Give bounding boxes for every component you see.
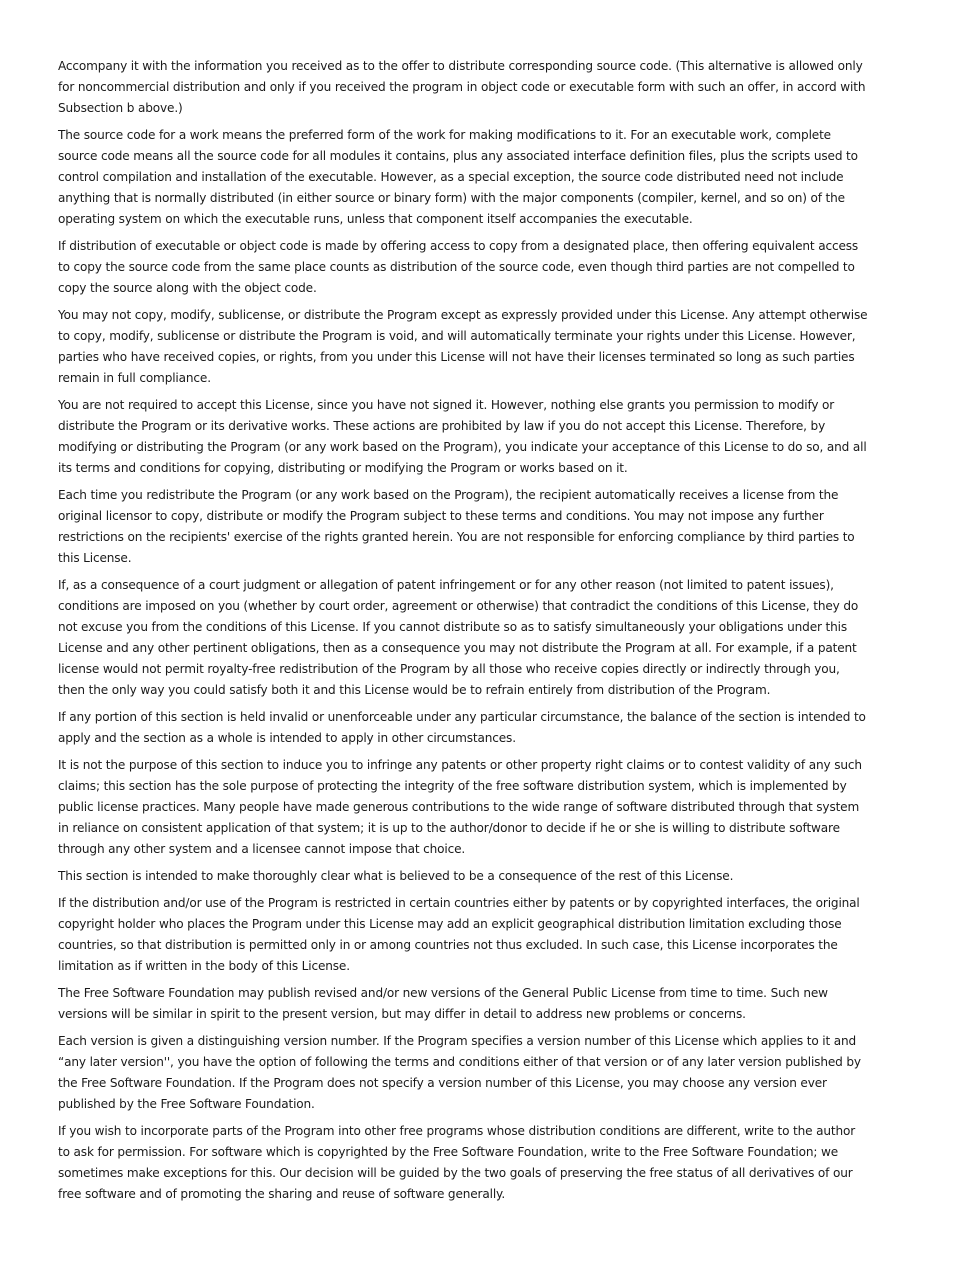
paragraph-patent-purpose: It is not the purpose of this section to induce you to infringe any patents or other property right claims or to contest validity of any such claims; this section has the sole purpose of protecting the integrity of the free software distribution system, which is implemented by public license practices. Many people have made generous contributions to the wide range of software distributed through that system in reliance on consistent application of that system; it is up to the author/donor to decide if he or she is willing to distribute software through any other system and a licensee cannot impose that choice.: [58, 758, 862, 856]
paragraph-termination: You may not copy, modify, sublicense, or distribute the Program except as expressly provided under this License. Any attempt otherwise to copy, modify, sublicense or distribute the Program is void, and will automatically terminate your rights under this License. However, parties who have received copies, or rights, from you under this License will not have their licenses terminated so long as such parties remain in full compliance.: [58, 308, 868, 385]
paragraph-revised-versions: The Free Software Foundation may publish revised and/or new versions of the General Public License from time to time. Such new versions will be similar in spirit to the present version, but may differ in detail to address new problems or concerns.: [58, 986, 828, 1021]
paragraph-version-number: Each version is given a distinguishing version number. If the Program specifies a version number of this License which applies to it and “any later version'', you have the option of following the terms and conditions either of that version or of any later version published by the Free Software Foundation. If the Program does not specify a version number of this License, you may choose any version ever published by the Free Software Foundation.: [58, 1034, 861, 1111]
license-document: [58, 56, 870, 1211]
paragraph-geographical-limitation: If the distribution and/or use of the Program is restricted in certain countries either by patents or by copyrighted interfaces, the original copyright holder who places the Program under this License may add an explicit geographical distribution limitation excluding those countries, so that distribution is permitted only in or among countries not thus excluded. In such case, this License incorporates the limitation as if written in the body of this License.: [58, 896, 860, 973]
paragraph-section-intent: This section is intended to make thoroughly clear what is believed to be a consequence of the rest of this License.: [58, 869, 734, 883]
paragraph-severability: If any portion of this section is held invalid or unenforceable under any particular circumstance, the balance of the section is intended to apply and the section as a whole is intended to apply in other circumstances.: [58, 710, 866, 745]
paragraph-source-code-definition: The source code for a work means the preferred form of the work for making modifications to it. For an executable work, complete source code means all the source code for all modules it contains, plus any associated interface definition files, plus the scripts used to control compilation and installation of the executable. However, as a special exception, the source code distributed need not include anything that is normally distributed (in either source or binary form) with the major components (compiler, kernel, and so on) of the operating system on which the executable runs, unless that component itself accompanies the executable.: [58, 128, 858, 226]
paragraph-designated-place: If distribution of executable or object code is made by offering access to copy from a designated place, then offering equivalent access to copy the source code from the same place counts as distribution of the source code, even though third parties are not compelled to copy the source along with the object code.: [58, 239, 859, 295]
paragraph-acceptance: You are not required to accept this License, since you have not signed it. However, nothing else grants you permission to modify or distribute the Program or its derivative works. These actions are prohibited by law if you do not accept this License. Therefore, by modifying or distributing the Program (or any work based on the Program), you indicate your acceptance of this License to do so, and all its terms and conditions for copying, distributing or modifying the Program or works based on it.: [58, 398, 867, 475]
paragraph-redistribution: Each time you redistribute the Program (or any work based on the Program), the recipient automatically receives a license from the original licensor to copy, distribute or modify the Program subject to these terms and conditions. You may not impose any further restrictions on the recipients' exercise of the rights granted herein. You are not responsible for enforcing compliance by third parties to this License.: [58, 488, 855, 565]
paragraph-incorporate-parts: If you wish to incorporate parts of the Program into other free programs whose distribution conditions are different, write to the author to ask for permission. For software which is copyrighted by the Free Software Foundation, write to the Free Software Foundation; we sometimes make exceptions for this. Our decision will be guided by the two goals of preserving the free status of all derivatives of our free software and of promoting the sharing and reuse of software generally.: [58, 1124, 856, 1201]
paragraph-offer-source-code: Accompany it with the information you received as to the offer to distribute corresponding source code. (This alternative is allowed only for noncommercial distribution and only if you received the program in object code or executable form with such an offer, in accord with Subsection b above.): [58, 59, 866, 115]
paragraph-court-judgment: If, as a consequence of a court judgment or allegation of patent infringement or for any other reason (not limited to patent issues), conditions are imposed on you (whether by court order, agreement or otherwise) that contradict the conditions of this License, they do not excuse you from the conditions of this License. If you cannot distribute so as to satisfy simultaneously your obligations under this License and any other pertinent obligations, then as a consequence you may not distribute the Program at all. For example, if a patent license would not permit royalty-free redistribution of the Program by all those who receive copies directly or indirectly through you, then the only way you could satisfy both it and this License would be to refrain entirely from distribution of the Program.: [58, 578, 859, 697]
